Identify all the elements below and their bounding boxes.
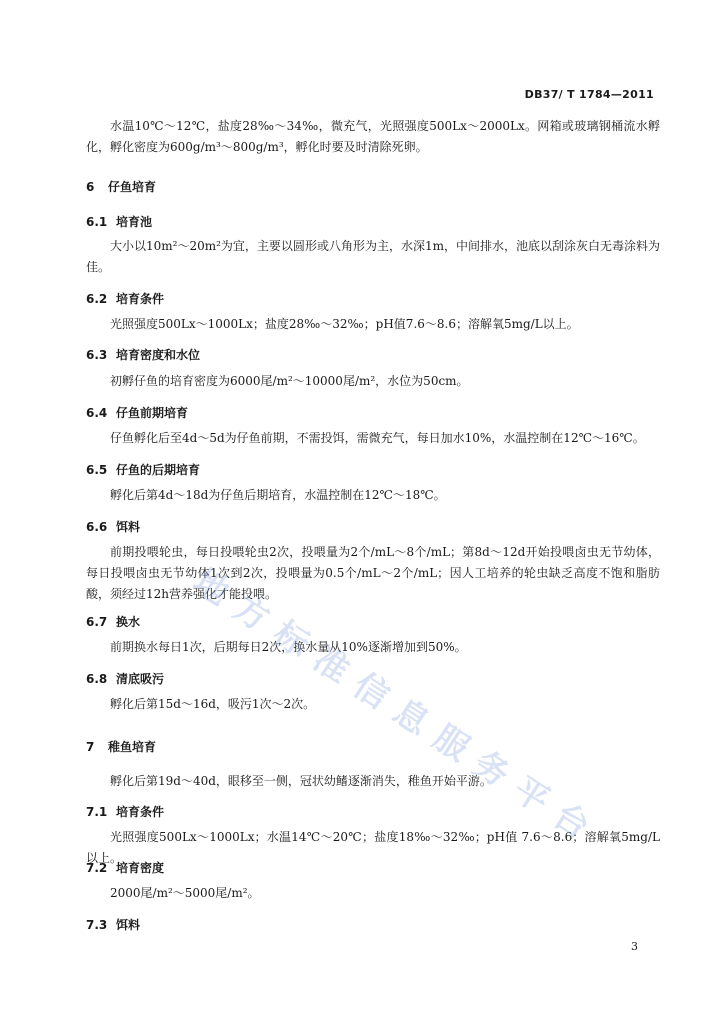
watermark-char: 台	[545, 795, 597, 848]
section-title: 培育条件	[116, 292, 165, 306]
section-6-3-heading	[86, 346, 200, 363]
section-6-6-body	[86, 542, 660, 605]
watermark-char: 地	[185, 561, 237, 614]
section-title: 仔鱼的后期培育	[116, 463, 201, 477]
section-text: 仔鱼孵化后至4d～5d为仔鱼前期，不需投饵，需微充气，每日加水10%，水温控制在12℃～16℃。	[110, 431, 645, 445]
watermark-char: 务	[465, 743, 517, 796]
section-7-1-body	[86, 827, 660, 869]
section-number: 6.5	[86, 463, 108, 477]
section-6-4-heading	[86, 404, 188, 421]
section-6-8-body	[86, 694, 660, 715]
section-title: 培育条件	[116, 805, 165, 819]
section-number: 6.4	[86, 406, 108, 420]
watermark-char: 服	[425, 717, 477, 770]
section-6-7-heading	[86, 613, 140, 630]
watermark-char: 标	[265, 613, 317, 666]
section-6-6-heading	[86, 518, 140, 535]
section-number: 6.6	[86, 520, 108, 534]
section-number: 6.8	[86, 672, 108, 686]
section-text: 前期投喂轮虫，每日投喂轮虫2次，投喂量为2个/mL～8个/mL；第8d～12d开始投喂卤虫无节幼体，每日投喂卤虫无节幼体1次到2次，投喂量为0.5个/mL～2个/mL；因人工培养的轮虫缺乏高度不饱和脂肪酸，须经过12h营养强化才能投喂。	[86, 545, 660, 601]
section-number: 6	[86, 180, 95, 194]
section-6-heading	[86, 178, 156, 195]
section-6-1-body	[86, 236, 660, 278]
watermark-char: 平	[505, 769, 557, 822]
section-text: 光照强度500Lx～1000Lx；盐度28‰～32‰；pH值7.6～8.6；溶解氧5mg/L以上。	[110, 317, 579, 331]
section-text: 孵化后第19d～40d，眼移至一侧，冠状幼鳍逐渐消失，稚鱼开始平游。	[110, 774, 492, 788]
section-7-1-heading	[86, 803, 164, 820]
watermark-char: 息	[385, 691, 437, 744]
section-title: 培育池	[116, 215, 153, 229]
section-number: 6.1	[86, 215, 108, 229]
section-title: 饵料	[116, 918, 141, 932]
section-title: 饵料	[116, 520, 141, 534]
section-number: 7.2	[86, 861, 108, 875]
watermark-char: 方	[225, 587, 277, 640]
standard-code: DB37/ T 1784—2011	[524, 88, 654, 101]
section-title: 培育密度和水位	[116, 348, 201, 362]
section-title: 稚鱼培育	[108, 740, 157, 754]
section-text: 前期换水每日1次，后期每日2次，换水量从10%逐渐增加到50%。	[110, 640, 467, 654]
section-text: 大小以10m²～20m²为宜，主要以圆形或八角形为主，水深1m，中间排水，池底以刮涂灰白无毒涂料为佳。	[86, 239, 660, 274]
section-7-2-heading	[86, 859, 164, 876]
intro-block	[86, 116, 660, 158]
section-6-5-heading	[86, 461, 200, 478]
intro-paragraph: 水温10℃～12℃，盐度28‰～34‰，微充气，光照强度500Lx～2000Lx。网箱或玻璃钢桶流水孵化，孵化密度为600g/m³～800g/m³，孵化时要及时清除死卵。	[86, 119, 660, 154]
section-7-2-body	[86, 883, 660, 904]
section-7-body	[86, 771, 660, 792]
section-text: 2000尾/m²～5000尾/m²。	[110, 886, 260, 900]
section-6-2-body	[86, 314, 660, 335]
section-7-heading	[86, 738, 156, 755]
section-6-4-body	[86, 428, 660, 449]
section-title: 仔鱼前期培育	[116, 406, 189, 420]
section-6-5-body	[86, 485, 660, 506]
watermark-char: 信	[345, 665, 397, 718]
section-number: 7.1	[86, 805, 108, 819]
section-text: 孵化后第4d～18d为仔鱼后期培育，水温控制在12℃～18℃。	[110, 488, 446, 502]
page-number: 3	[631, 940, 638, 953]
section-number: 7	[86, 740, 95, 754]
section-6-7-body	[86, 637, 660, 658]
section-text: 孵化后第15d～16d，吸污1次～2次。	[110, 697, 316, 711]
section-6-1-heading	[86, 213, 152, 230]
section-6-2-heading	[86, 290, 164, 307]
section-title: 培育密度	[116, 861, 165, 875]
section-7-3-heading	[86, 916, 140, 933]
section-number: 7.3	[86, 918, 108, 932]
section-title: 换水	[116, 615, 141, 629]
section-number: 6.2	[86, 292, 108, 306]
section-6-8-heading	[86, 670, 164, 687]
section-number: 6.3	[86, 348, 108, 362]
section-number: 6.7	[86, 615, 108, 629]
section-title: 清底吸污	[116, 672, 165, 686]
section-text: 光照强度500Lx～1000Lx；水温14℃～20℃；盐度18‰～32‰；pH值 7.6～8.6；溶解氧5mg/L以上。	[86, 830, 660, 865]
watermark-char: 准	[305, 639, 357, 692]
section-text: 初孵仔鱼的培育密度为6000尾/m²～10000尾/m²，水位为50cm。	[110, 374, 469, 388]
section-6-3-body	[86, 371, 660, 392]
section-title: 仔鱼培育	[108, 180, 157, 194]
